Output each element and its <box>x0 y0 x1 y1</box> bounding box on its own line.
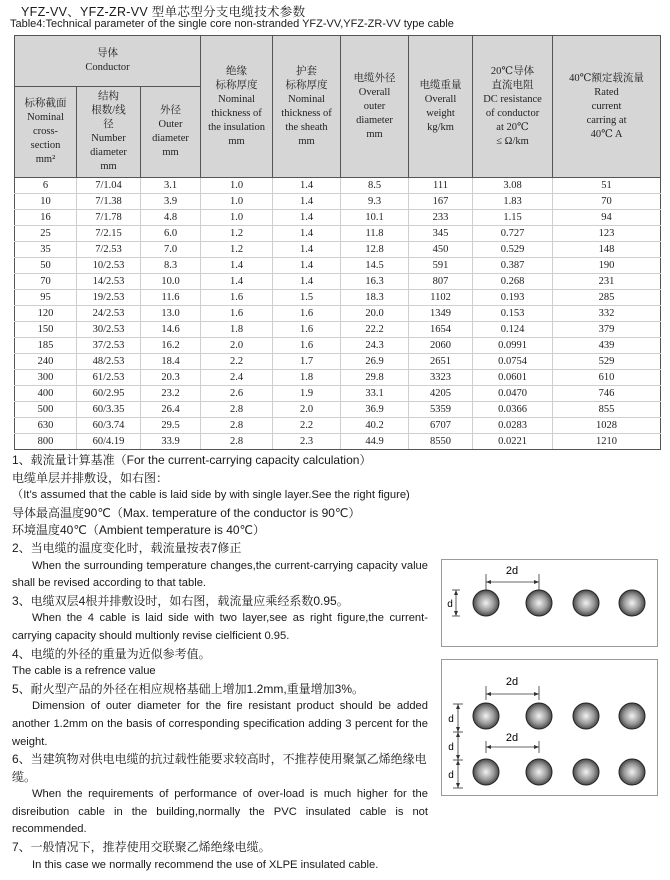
cell-insulation: 2.2 <box>201 354 273 370</box>
cell-structure: 61/2.53 <box>77 370 141 386</box>
cable-icon <box>473 703 499 729</box>
cell-rated-current: 610 <box>553 370 661 386</box>
note-4-zh: 4、电缆的外径的重量为近似参考值。 <box>12 646 211 661</box>
cell-outer-diameter: 3.9 <box>141 194 201 210</box>
cell-dc-resistance: 1.83 <box>473 194 553 210</box>
cell-dc-resistance: 0.0366 <box>473 402 553 418</box>
table-caption: Table4:Technical parameter of the single core non-stranded YFZ-VV,YFZ-ZR-VV type cable <box>10 18 454 30</box>
cell-sheath: 1.4 <box>273 226 341 242</box>
cell-overall-diameter: 26.9 <box>341 354 409 370</box>
cell-rated-current: 332 <box>553 306 661 322</box>
cell-insulation: 2.8 <box>201 434 273 450</box>
cell-overall-diameter: 16.3 <box>341 274 409 290</box>
note-6-en: When the requirements of performance of over-load is much higher for the disreibution cable in the building,normally the PVC insulated cable is not recommended. <box>12 788 428 836</box>
cell-cross-section: 800 <box>15 434 77 450</box>
cell-insulation: 1.0 <box>201 178 273 194</box>
cell-rated-current: 746 <box>553 386 661 402</box>
cell-rated-current: 529 <box>553 354 661 370</box>
cell-dc-resistance: 0.0754 <box>473 354 553 370</box>
table-body <box>15 178 661 450</box>
header-structure: 结构 根数/线 径 Number diameter mm <box>77 87 141 178</box>
cell-overall-diameter: 33.1 <box>341 386 409 402</box>
header-outer-diameter: 外径 Outer diameter mm <box>141 87 201 178</box>
fig1-d-label: d <box>447 599 453 610</box>
cell-overall-diameter: 14.5 <box>341 258 409 274</box>
cell-structure: 30/2.53 <box>77 322 141 338</box>
cell-structure: 60/3.35 <box>77 402 141 418</box>
cell-outer-diameter: 14.6 <box>141 322 201 338</box>
table-row <box>15 274 661 290</box>
notes-section <box>12 452 428 874</box>
cell-outer-diameter: 8.3 <box>141 258 201 274</box>
cell-sheath: 1.4 <box>273 242 341 258</box>
cell-dc-resistance: 0.0283 <box>473 418 553 434</box>
cell-sheath: 2.0 <box>273 402 341 418</box>
cell-rated-current: 51 <box>553 178 661 194</box>
cell-weight: 111 <box>409 178 473 194</box>
cell-weight: 2651 <box>409 354 473 370</box>
table-row <box>15 178 661 194</box>
cell-overall-diameter: 44.9 <box>341 434 409 450</box>
table-row <box>15 338 661 354</box>
cell-rated-current: 1028 <box>553 418 661 434</box>
note-7-en: In this case we normally recommend the use of XLPE insulated cable. <box>32 858 379 871</box>
cell-rated-current: 94 <box>553 210 661 226</box>
table-row <box>15 306 661 322</box>
cell-overall-diameter: 29.8 <box>341 370 409 386</box>
cable-icon <box>619 590 645 616</box>
cell-sheath: 1.4 <box>273 194 341 210</box>
cell-overall-diameter: 10.1 <box>341 210 409 226</box>
cell-dc-resistance: 0.529 <box>473 242 553 258</box>
cell-sheath: 1.4 <box>273 210 341 226</box>
cell-cross-section: 185 <box>15 338 77 354</box>
cell-weight: 4205 <box>409 386 473 402</box>
fig2-2d-top-label: 2d <box>505 676 519 688</box>
cell-cross-section: 50 <box>15 258 77 274</box>
cell-weight: 345 <box>409 226 473 242</box>
cable-icon <box>526 759 552 785</box>
cell-dc-resistance: 0.387 <box>473 258 553 274</box>
table-row <box>15 386 661 402</box>
cell-insulation: 2.8 <box>201 402 273 418</box>
cell-structure: 7/1.78 <box>77 210 141 226</box>
cell-weight: 591 <box>409 258 473 274</box>
cell-cross-section: 25 <box>15 226 77 242</box>
cell-structure: 19/2.53 <box>77 290 141 306</box>
cell-sheath: 1.6 <box>273 306 341 322</box>
cell-cross-section: 120 <box>15 306 77 322</box>
cell-insulation: 1.8 <box>201 322 273 338</box>
cell-outer-diameter: 20.3 <box>141 370 201 386</box>
table-row <box>15 402 661 418</box>
cell-weight: 8550 <box>409 434 473 450</box>
cell-sheath: 1.8 <box>273 370 341 386</box>
cable-icon <box>573 590 599 616</box>
cell-dc-resistance: 0.0601 <box>473 370 553 386</box>
cell-insulation: 1.6 <box>201 290 273 306</box>
note-2-en: When the surrounding temperature changes,the current-carrying capacity value shall be revised according to that table. <box>12 559 428 590</box>
cable-icon <box>573 703 599 729</box>
cell-rated-current: 190 <box>553 258 661 274</box>
note-6-zh: 6、当建筑物对供电电缆的抗过载性能要求较高时，不推荐使用聚氯乙烯绝缘电缆。 <box>12 752 427 784</box>
note-1-ambient-temp: 环境温度40℃（Ambient temperature is 40℃） <box>12 523 266 538</box>
cell-rated-current: 285 <box>553 290 661 306</box>
header-weight: 电缆重量 Overall weight kg/km <box>409 36 473 178</box>
cell-overall-diameter: 36.9 <box>341 402 409 418</box>
header-insulation: 绝缘 标称厚度 Nominal thickness of the insulation mm <box>201 36 273 178</box>
cell-overall-diameter: 8.5 <box>341 178 409 194</box>
cell-outer-diameter: 11.6 <box>141 290 201 306</box>
cell-structure: 60/3.74 <box>77 418 141 434</box>
cell-cross-section: 300 <box>15 370 77 386</box>
cell-sheath: 2.2 <box>273 418 341 434</box>
cell-dc-resistance: 1.15 <box>473 210 553 226</box>
cell-cross-section: 240 <box>15 354 77 370</box>
cell-sheath: 1.5 <box>273 290 341 306</box>
cell-cross-section: 400 <box>15 386 77 402</box>
cell-dc-resistance: 0.193 <box>473 290 553 306</box>
cell-structure: 7/2.15 <box>77 226 141 242</box>
cell-rated-current: 379 <box>553 322 661 338</box>
cell-structure: 7/1.38 <box>77 194 141 210</box>
cell-sheath: 1.7 <box>273 354 341 370</box>
cell-overall-diameter: 20.0 <box>341 306 409 322</box>
cell-insulation: 1.0 <box>201 210 273 226</box>
header-overall-diameter: 电缆外径 Overall outer diameter mm <box>341 36 409 178</box>
cable-icon <box>526 590 552 616</box>
cell-overall-diameter: 12.8 <box>341 242 409 258</box>
cable-icon <box>473 759 499 785</box>
cell-insulation: 1.2 <box>201 226 273 242</box>
note-5-zh: 5、耐火型产品的外径在相应规格基础上增加1.2mm,重量增加3%。 <box>12 681 365 696</box>
cell-rated-current: 439 <box>553 338 661 354</box>
cell-rated-current: 70 <box>553 194 661 210</box>
cell-rated-current: 148 <box>553 242 661 258</box>
cell-overall-diameter: 18.3 <box>341 290 409 306</box>
cell-cross-section: 70 <box>15 274 77 290</box>
cell-weight: 5359 <box>409 402 473 418</box>
cell-insulation: 1.6 <box>201 306 273 322</box>
note-3-zh: 3、电缆双层4根并排敷设时，如右图，载流量应乘经系数0.95。 <box>12 593 349 608</box>
cell-insulation: 2.6 <box>201 386 273 402</box>
cell-insulation: 1.4 <box>201 274 273 290</box>
cell-structure: 60/4.19 <box>77 434 141 450</box>
cell-weight: 1349 <box>409 306 473 322</box>
cell-structure: 7/1.04 <box>77 178 141 194</box>
cable-icon <box>526 703 552 729</box>
cell-cross-section: 500 <box>15 402 77 418</box>
cell-outer-diameter: 33.9 <box>141 434 201 450</box>
cell-outer-diameter: 6.0 <box>141 226 201 242</box>
cell-sheath: 1.9 <box>273 386 341 402</box>
cell-overall-diameter: 9.3 <box>341 194 409 210</box>
cell-cross-section: 16 <box>15 210 77 226</box>
cell-rated-current: 231 <box>553 274 661 290</box>
header-sheath: 护套 标称厚度 Nominal thickness of the sheath mm <box>273 36 341 178</box>
note-4-en: The cable is a refrence value <box>12 665 156 678</box>
cell-outer-diameter: 29.5 <box>141 418 201 434</box>
cell-outer-diameter: 23.2 <box>141 386 201 402</box>
cell-outer-diameter: 4.8 <box>141 210 201 226</box>
cell-structure: 37/2.53 <box>77 338 141 354</box>
cell-insulation: 1.4 <box>201 258 273 274</box>
cell-cross-section: 95 <box>15 290 77 306</box>
cell-weight: 450 <box>409 242 473 258</box>
cell-structure: 24/2.53 <box>77 306 141 322</box>
fig2-d-label-2: d <box>448 742 454 753</box>
cell-dc-resistance: 0.268 <box>473 274 553 290</box>
cell-sheath: 1.4 <box>273 258 341 274</box>
cable-icon <box>473 590 499 616</box>
cell-structure: 48/2.53 <box>77 354 141 370</box>
header-rated-current: 40℃额定载流量 Rated current carring at 40℃ A <box>553 36 661 178</box>
table-row <box>15 194 661 210</box>
cell-overall-diameter: 40.2 <box>341 418 409 434</box>
cell-dc-resistance: 0.153 <box>473 306 553 322</box>
cell-dc-resistance: 3.08 <box>473 178 553 194</box>
note-1-zh-layout: 电缆单层并排敷设，如右图： <box>12 470 169 485</box>
cell-sheath: 2.3 <box>273 434 341 450</box>
cell-weight: 167 <box>409 194 473 210</box>
cable-icon <box>619 759 645 785</box>
cell-weight: 2060 <box>409 338 473 354</box>
table-row <box>15 290 661 306</box>
cell-weight: 233 <box>409 210 473 226</box>
spec-table <box>14 35 661 450</box>
cell-structure: 60/2.95 <box>77 386 141 402</box>
cell-cross-section: 150 <box>15 322 77 338</box>
note-5-en: Dimension of outer diameter for the fire resistant product should be added another 1.2mm on the basis of corresponding specification adding 3 percent for the weight. <box>12 700 428 748</box>
cell-overall-diameter: 24.3 <box>341 338 409 354</box>
cell-outer-diameter: 26.4 <box>141 402 201 418</box>
cell-outer-diameter: 16.2 <box>141 338 201 354</box>
cell-insulation: 2.4 <box>201 370 273 386</box>
cell-insulation: 2.0 <box>201 338 273 354</box>
table-row <box>15 210 661 226</box>
note-1-max-temp: 导体最高温度90℃（Max. temperature of the conductor is 90℃） <box>12 505 361 520</box>
cell-weight: 1654 <box>409 322 473 338</box>
cell-weight: 6707 <box>409 418 473 434</box>
table-row <box>15 226 661 242</box>
table-row <box>15 258 661 274</box>
cell-cross-section: 630 <box>15 418 77 434</box>
cell-outer-diameter: 7.0 <box>141 242 201 258</box>
cell-insulation: 1.2 <box>201 242 273 258</box>
cell-dc-resistance: 0.0221 <box>473 434 553 450</box>
cell-dc-resistance: 0.727 <box>473 226 553 242</box>
cell-structure: 7/2.53 <box>77 242 141 258</box>
note-1-zh: 1、载流量计算基准（For the current-carrying capacity calculation） <box>12 453 372 467</box>
cell-rated-current: 855 <box>553 402 661 418</box>
cell-structure: 10/2.53 <box>77 258 141 274</box>
note-2-zh: 2、当电缆的温度变化时，载流量按表7修正 <box>12 540 242 555</box>
single-layer-figure <box>441 559 658 647</box>
fig1-2d-label: 2d <box>505 565 519 577</box>
cell-rated-current: 123 <box>553 226 661 242</box>
cell-dc-resistance: 0.0470 <box>473 386 553 402</box>
fig2-d-label-1: d <box>448 714 454 725</box>
cell-cross-section: 35 <box>15 242 77 258</box>
table-row <box>15 354 661 370</box>
header-cross-section: 标称截面 Nominal cross- section mm² <box>15 87 77 178</box>
table-row <box>15 322 661 338</box>
cell-insulation: 2.8 <box>201 418 273 434</box>
cell-weight: 807 <box>409 274 473 290</box>
cell-structure: 14/2.53 <box>77 274 141 290</box>
double-layer-figure <box>441 659 658 796</box>
note-3-en: When the 4 cable is laid side with two layer,see as right figure,the current-carrying capacity should multionly revise cielficient 0.95. <box>12 612 428 642</box>
header-conductor: 导体 Conductor <box>15 36 201 87</box>
cell-rated-current: 1210 <box>553 434 661 450</box>
cell-weight: 1102 <box>409 290 473 306</box>
cable-icon <box>573 759 599 785</box>
cell-dc-resistance: 0.124 <box>473 322 553 338</box>
cell-overall-diameter: 11.8 <box>341 226 409 242</box>
cell-outer-diameter: 13.0 <box>141 306 201 322</box>
table-row <box>15 370 661 386</box>
cell-cross-section: 10 <box>15 194 77 210</box>
cell-insulation: 1.0 <box>201 194 273 210</box>
cell-sheath: 1.6 <box>273 338 341 354</box>
page-title: YFZ-VV、YFZ-ZR-VV 型单芯型分支电缆技术参数 <box>21 5 306 19</box>
cell-cross-section: 6 <box>15 178 77 194</box>
table-row <box>15 434 661 450</box>
cell-overall-diameter: 22.2 <box>341 322 409 338</box>
cell-sheath: 1.6 <box>273 322 341 338</box>
cell-sheath: 1.4 <box>273 274 341 290</box>
note-1-en: （It’s assumed that the cable is laid side by with single layer.See the right figure) <box>12 489 410 502</box>
cell-outer-diameter: 18.4 <box>141 354 201 370</box>
cable-icon <box>619 703 645 729</box>
header-dc-resistance: 20℃导体 直流电阻 DC resistance of conductor at 20℃ ≤ Ω/km <box>473 36 553 178</box>
fig2-2d-mid-label: 2d <box>505 732 519 744</box>
cell-outer-diameter: 10.0 <box>141 274 201 290</box>
cell-outer-diameter: 3.1 <box>141 178 201 194</box>
cell-sheath: 1.4 <box>273 178 341 194</box>
table-row <box>15 418 661 434</box>
table-row <box>15 242 661 258</box>
note-7-zh: 7、一般情况下，推荐使用交联聚乙烯绝缘电缆。 <box>12 840 271 855</box>
fig2-d-label-3: d <box>448 770 454 781</box>
cell-dc-resistance: 0.0991 <box>473 338 553 354</box>
cell-weight: 3323 <box>409 370 473 386</box>
